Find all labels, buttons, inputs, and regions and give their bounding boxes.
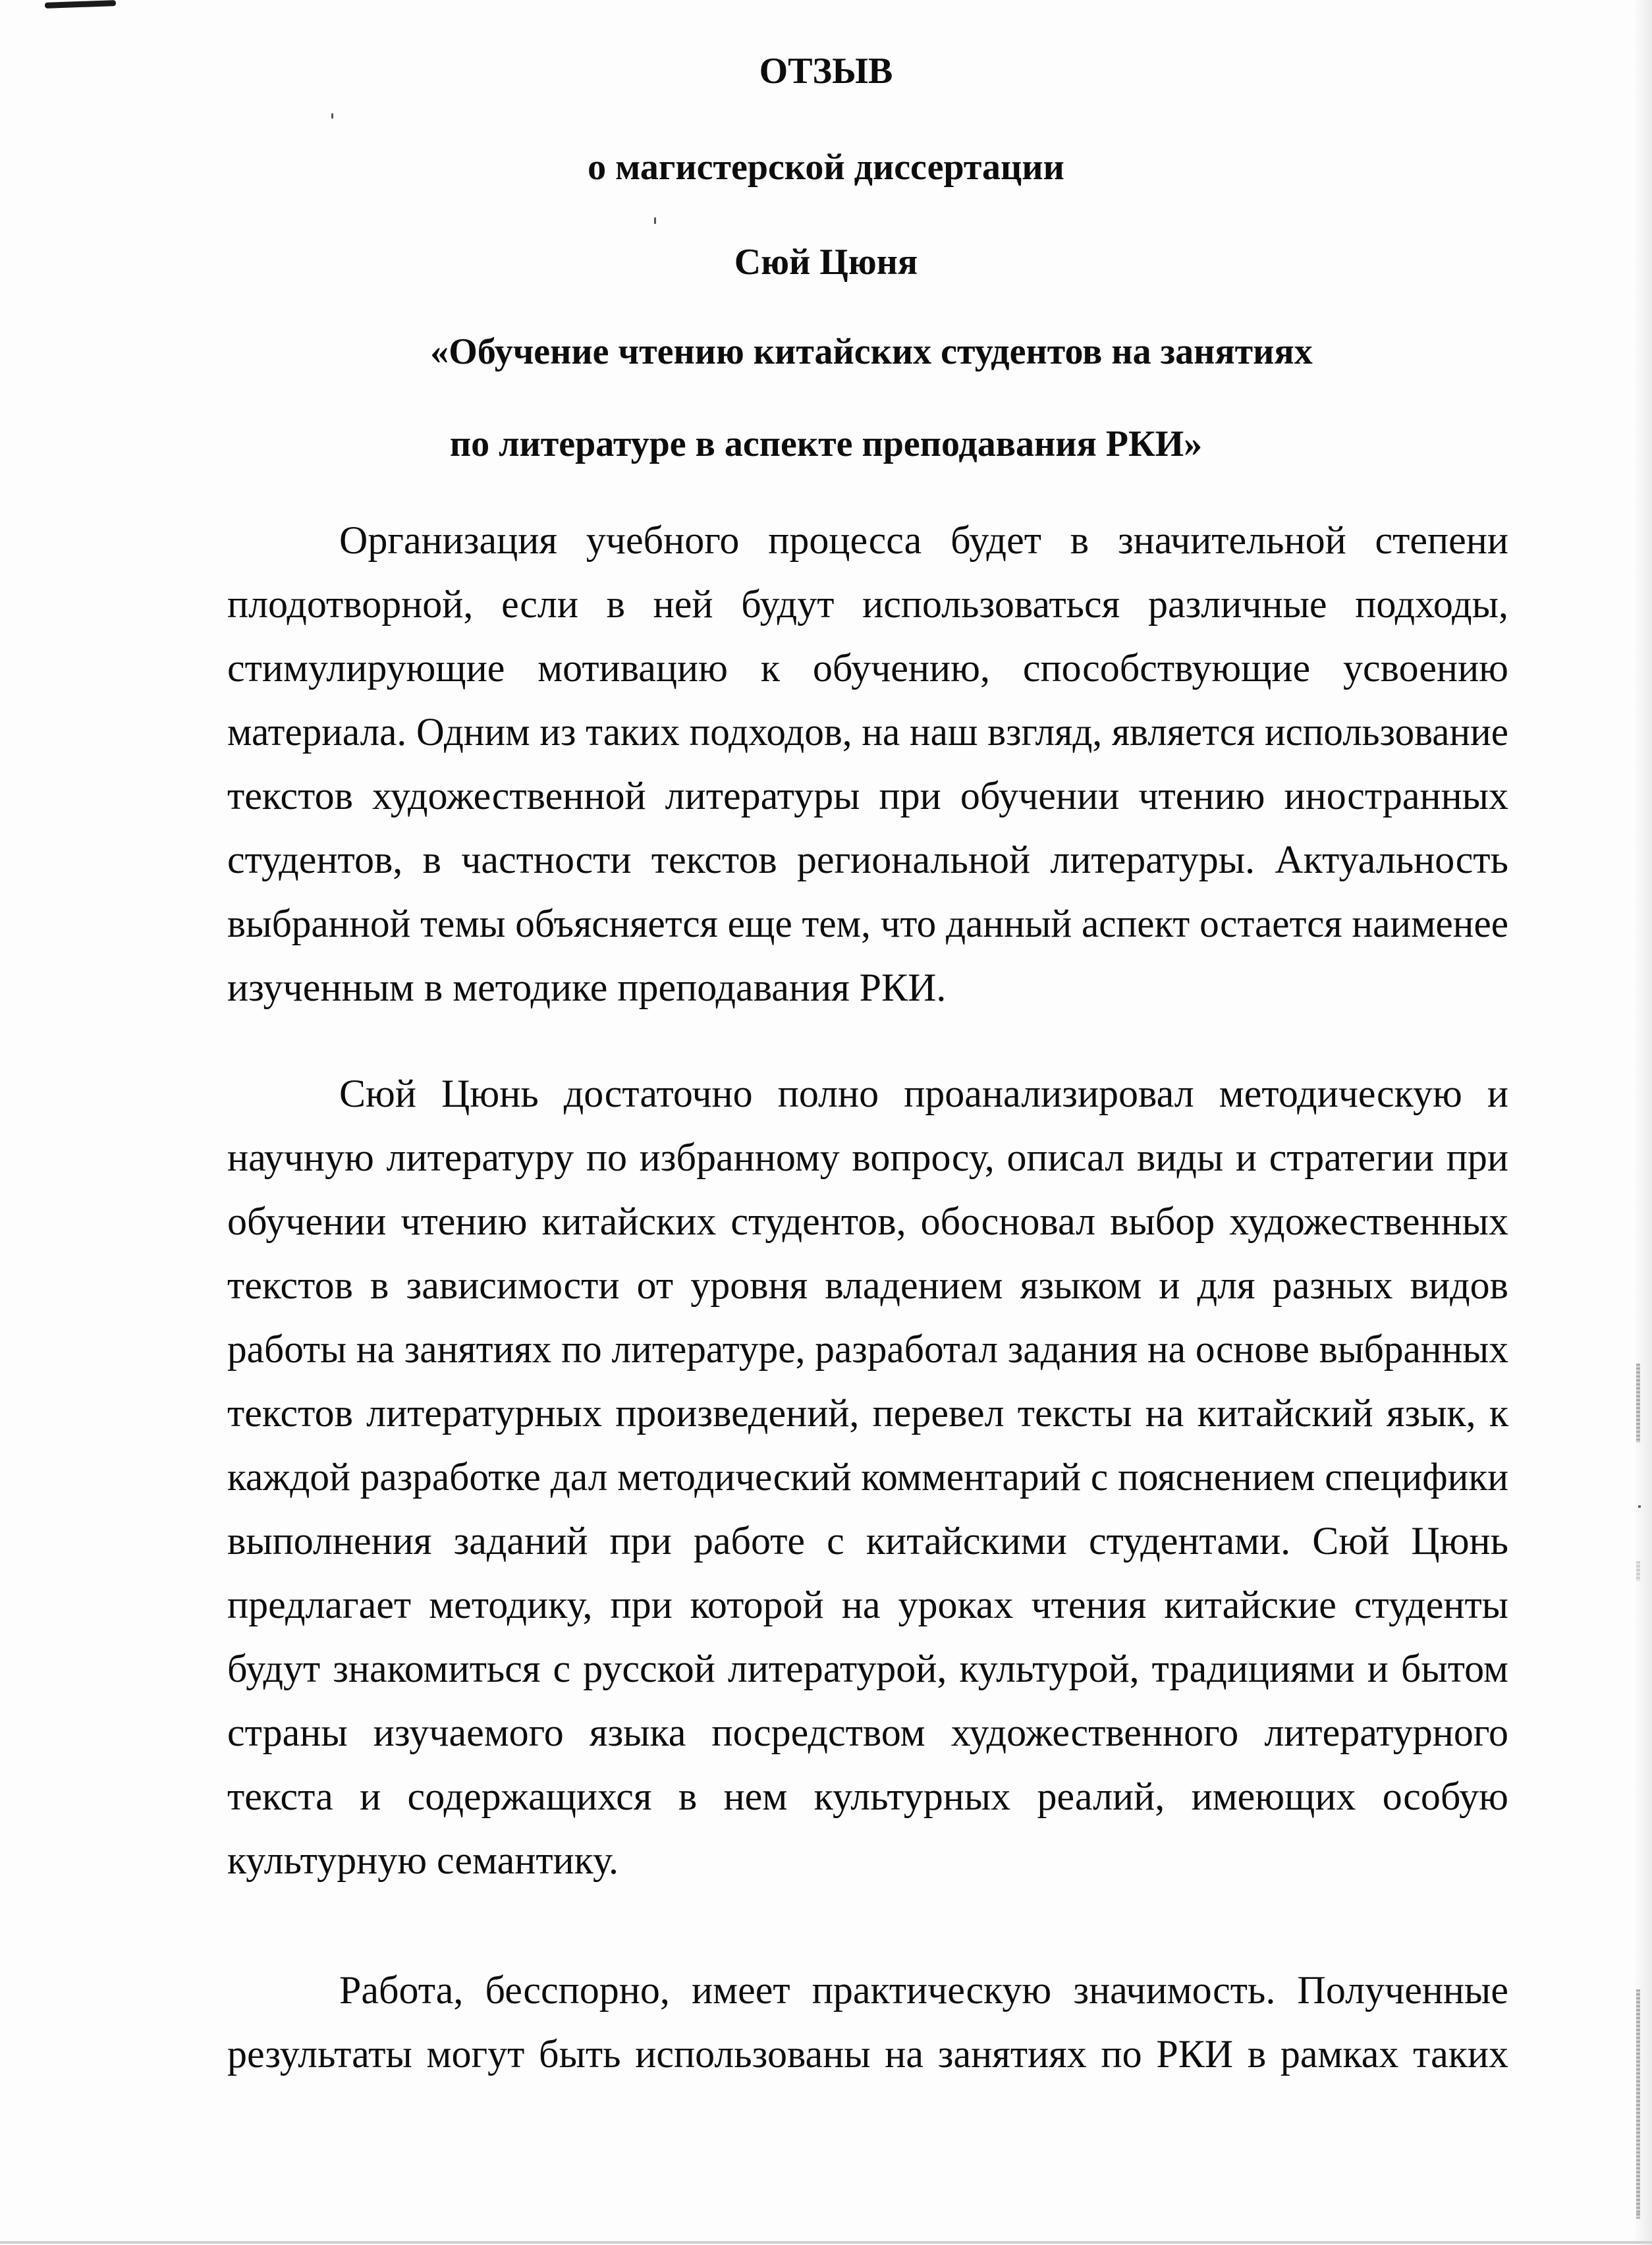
paragraph-line: плодотворной, если в ней будут использоваться различные подходы, — [227, 582, 1508, 626]
paragraph-line: материала. Одним из таких подходов, на наш взгляд, является использование — [227, 710, 1508, 754]
scan-speck — [331, 113, 333, 119]
paragraph-line: выбранной темы объясняется еще тем, что данный аспект остается наименее — [227, 902, 1508, 945]
paragraph-line: каждой разработке дал методический комментарий с пояснением специфики — [227, 1455, 1508, 1499]
page-edge-mark — [1636, 2213, 1640, 2219]
paragraph-line: будут знакомиться с русской литературой, культурой, традициями и бытом — [227, 1647, 1508, 1690]
paragraph-line: стимулирующие мотивацию к обучению, способствующие усвоению — [227, 646, 1508, 690]
pen-mark — [45, 0, 116, 9]
scan-speck — [654, 217, 656, 224]
paragraph-line: Работа, бесспорно, имеет практическую значимость. Полученные — [339, 1968, 1508, 2012]
paragraph-line: предлагает методику, при которой на уроках чтения китайские студенты — [227, 1583, 1508, 1626]
document-title-line-1: «Обучение чтению китайских студентов на занятиях — [430, 331, 1313, 372]
paragraph-line: текстов литературных произведений, перевел тексты на китайский язык, к — [227, 1391, 1508, 1435]
page-edge-mark — [1636, 1364, 1640, 1443]
paragraph-line: работы на занятиях по литературе, разработал задания на основе выбранных — [227, 1327, 1508, 1371]
paragraph-line: текстов художественной литературы при обучении чтению иностранных — [227, 774, 1508, 818]
paragraph-line: страны изучаемого языка посредством художественного литературного — [227, 1711, 1508, 1754]
paragraph-line: результаты могут быть использованы на занятиях по РКИ в рамках таких — [227, 2032, 1508, 2076]
paragraph-line: научную литературу по избранному вопросу, описал виды и стратегии при — [227, 1136, 1508, 1179]
paragraph-line: выполнения заданий при работе с китайскими студентами. Сюй Цюнь — [227, 1519, 1508, 1563]
page-bottom-edge — [0, 2241, 1652, 2244]
paragraph-line: студентов, в частности текстов региональной литературы. Актуальность — [227, 838, 1508, 881]
paragraph-line: Организация учебного процесса будет в значительной степени — [339, 518, 1508, 562]
paragraph-line: Сюй Цюнь достаточно полно проанализировал методическую и — [339, 1072, 1508, 1115]
paragraph-line: изученным в методике преподавания РКИ. — [227, 966, 947, 1009]
paragraph-line: текстов в зависимости от уровня владением языком и для разных видов — [227, 1263, 1508, 1307]
document-subheading: о магистерской диссертации — [588, 147, 1064, 188]
paragraph-line: культурную семантику. — [227, 1839, 619, 1882]
document-title-line-2: по литературе в аспекте преподавания РКИ» — [449, 424, 1203, 464]
page-edge-mark — [1636, 1561, 1640, 1581]
paragraph-line: текста и содержащихся в нем культурных реалий, имеющих особую — [227, 1775, 1508, 1818]
paragraph-line: обучении чтению китайских студентов, обосновал выбор художественных — [227, 1200, 1508, 1243]
page-edge-mark — [1636, 1989, 1640, 2213]
document-heading: ОТЗЫВ — [759, 51, 893, 92]
document-author: Сюй Цюня — [734, 242, 918, 283]
